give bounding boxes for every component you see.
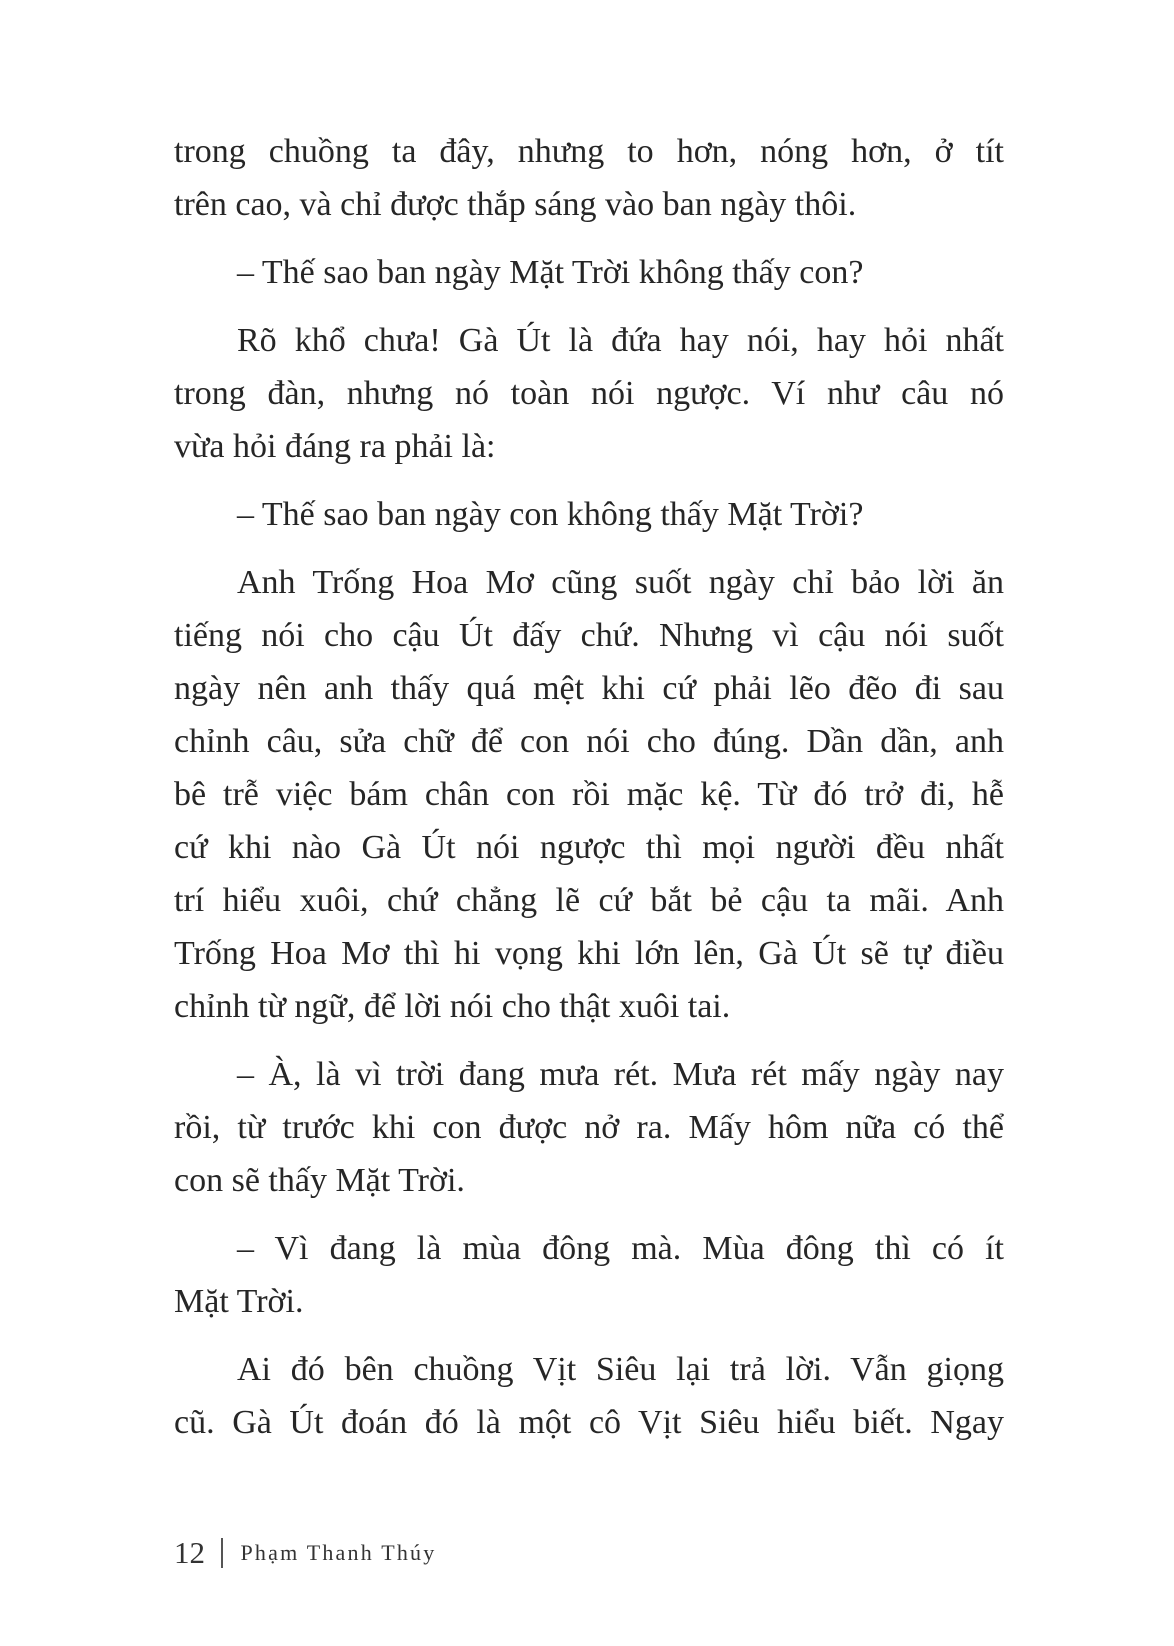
page-footer <box>174 1533 436 1573</box>
text-line: – Thế sao ban ngày Mặt Trời không thấy con? <box>237 254 864 291</box>
text-line: chỉnh câu, sửa chữ để con nói cho đúng. Dần dần, anh <box>174 723 1004 760</box>
text-line: – Vì đang là mùa đông mà. Mùa đông thì có ít <box>237 1230 1004 1267</box>
page-number: 12 <box>174 1535 205 1570</box>
paragraph <box>174 246 1004 299</box>
text-line: trí hiểu xuôi, chứ chẳng lẽ cứ bắt bẻ cậu ta mãi. Anh <box>174 882 1004 919</box>
text-line: Trống Hoa Mơ thì hi vọng khi lớn lên, Gà Út sẽ tự điều <box>174 935 1004 972</box>
text-line: – Thế sao ban ngày con không thấy Mặt Trời? <box>237 496 864 533</box>
paragraph <box>174 488 1004 541</box>
text-line: vừa hỏi đáng ra phải là: <box>174 428 496 465</box>
text-line: Ai đó bên chuồng Vịt Siêu lại trả lời. Vẫn giọng <box>237 1351 1004 1388</box>
author-name: Phạm Thanh Thúy <box>240 1540 437 1565</box>
text-line: cứ khi nào Gà Út nói ngược thì mọi người đều nhất <box>174 829 1004 866</box>
text-line: con sẽ thấy Mặt Trời. <box>174 1162 465 1199</box>
text-line: rồi, từ trước khi con được nở ra. Mấy hôm nữa có thể <box>174 1109 1004 1146</box>
text-line: Anh Trống Hoa Mơ cũng suốt ngày chỉ bảo lời ăn <box>237 564 1004 601</box>
text-line: trong chuồng ta đây, nhưng to hơn, nóng hơn, ở tít <box>174 133 1004 170</box>
text-line: ngày nên anh thấy quá mệt khi cứ phải lẽo đẽo đi sau <box>174 670 1004 707</box>
text-line: chỉnh từ ngữ, để lời nói cho thật xuôi tai. <box>174 988 731 1025</box>
paragraph <box>174 1222 1004 1328</box>
text-line: – À, là vì trời đang mưa rét. Mưa rét mấy ngày nay <box>237 1056 1004 1093</box>
paragraph <box>174 1048 1004 1207</box>
paragraph <box>174 556 1004 1033</box>
footer-divider <box>221 1538 223 1568</box>
text-line: Rõ khổ chưa! Gà Út là đứa hay nói, hay hỏi nhất <box>237 322 1004 359</box>
paragraph <box>174 314 1004 473</box>
text-line: trong đàn, nhưng nó toàn nói ngược. Ví như câu nó <box>174 375 1004 412</box>
text-line: tiếng nói cho cậu Út đấy chứ. Nhưng vì cậu nói suốt <box>174 617 1004 654</box>
body-text <box>174 125 1004 1449</box>
text-line: bê trễ việc bám chân con rồi mặc kệ. Từ đó trở đi, hễ <box>174 776 1004 813</box>
text-line: Mặt Trời. <box>174 1283 304 1320</box>
text-line: trên cao, và chỉ được thắp sáng vào ban ngày thôi. <box>174 186 857 223</box>
text-line: cũ. Gà Út đoán đó là một cô Vịt Siêu hiểu biết. Ngay <box>174 1404 1004 1441</box>
paragraph <box>174 125 1004 231</box>
paragraph <box>174 1343 1004 1449</box>
